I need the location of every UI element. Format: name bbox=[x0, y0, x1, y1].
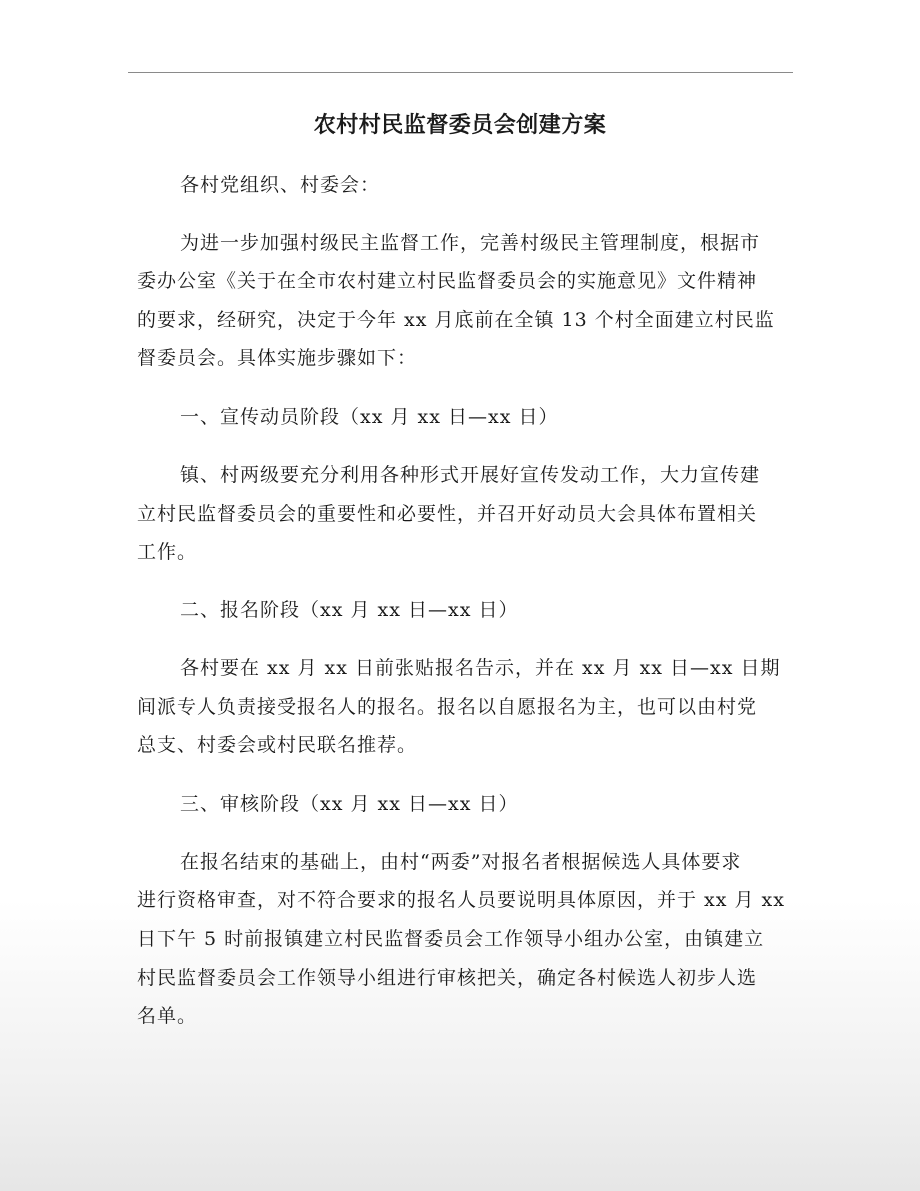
intro-line-4: 督委员会。具体实施步骤如下： bbox=[137, 347, 418, 369]
salutation: 各村党组织、村委会： bbox=[180, 174, 381, 196]
section-3-line-4: 村民监督委员会工作领导小组进行审核把关，确定各村候选人初步人选 bbox=[137, 967, 758, 989]
document-title: 农村村民监督委员会创建方案 bbox=[313, 112, 607, 138]
section-2-line-2: 间派专人负责接受报名人的报名。报名以自愿报名为主，也可以由村党 bbox=[137, 696, 758, 718]
section-3-line-2: 进行资格审查，对不符合要求的报名人员要说明具体原因，并于 xx 月 xx bbox=[137, 889, 785, 911]
intro-line-1: 为进一步加强村级民主监督工作，完善村级民主管理制度，根据市 bbox=[180, 232, 761, 254]
section-3-line-3: 日下午 5 时前报镇建立村民监督委员会工作领导小组办公室，由镇建立 bbox=[137, 928, 765, 950]
intro-line-3: 的要求，经研究，决定于今年 xx 月底前在全镇 13 个村全面建立村民监 bbox=[137, 309, 775, 331]
intro-line-2: 委办公室《关于在全市农村建立村民监督委员会的实施意见》文件精神 bbox=[137, 270, 758, 292]
section-3-heading: 三、审核阶段（xx 月 xx 日—xx 日） bbox=[180, 793, 519, 815]
section-2-line-1: 各村要在 xx 月 xx 日前张贴报名告示，并在 xx 月 xx 日—xx 日期 bbox=[180, 657, 781, 679]
section-1-heading: 一、宣传动员阶段（xx 月 xx 日—xx 日） bbox=[180, 406, 559, 428]
section-1-line-2: 立村民监督委员会的重要性和必要性，并召开好动员大会具体布置相关 bbox=[137, 503, 758, 525]
header-rule bbox=[128, 72, 793, 73]
section-3-line-5: 名单。 bbox=[137, 1005, 198, 1027]
section-2-line-3: 总支、村委会或村民联名推荐。 bbox=[137, 734, 418, 756]
section-1-line-3: 工作。 bbox=[137, 541, 198, 563]
section-3-line-1: 在报名结束的基础上，由村“两委”对报名者根据候选人具体要求 bbox=[180, 851, 742, 873]
section-1-line-1: 镇、村两级要充分利用各种形式开展好宣传发动工作，大力宣传建 bbox=[180, 464, 761, 486]
section-2-heading: 二、报名阶段（xx 月 xx 日—xx 日） bbox=[180, 599, 519, 621]
